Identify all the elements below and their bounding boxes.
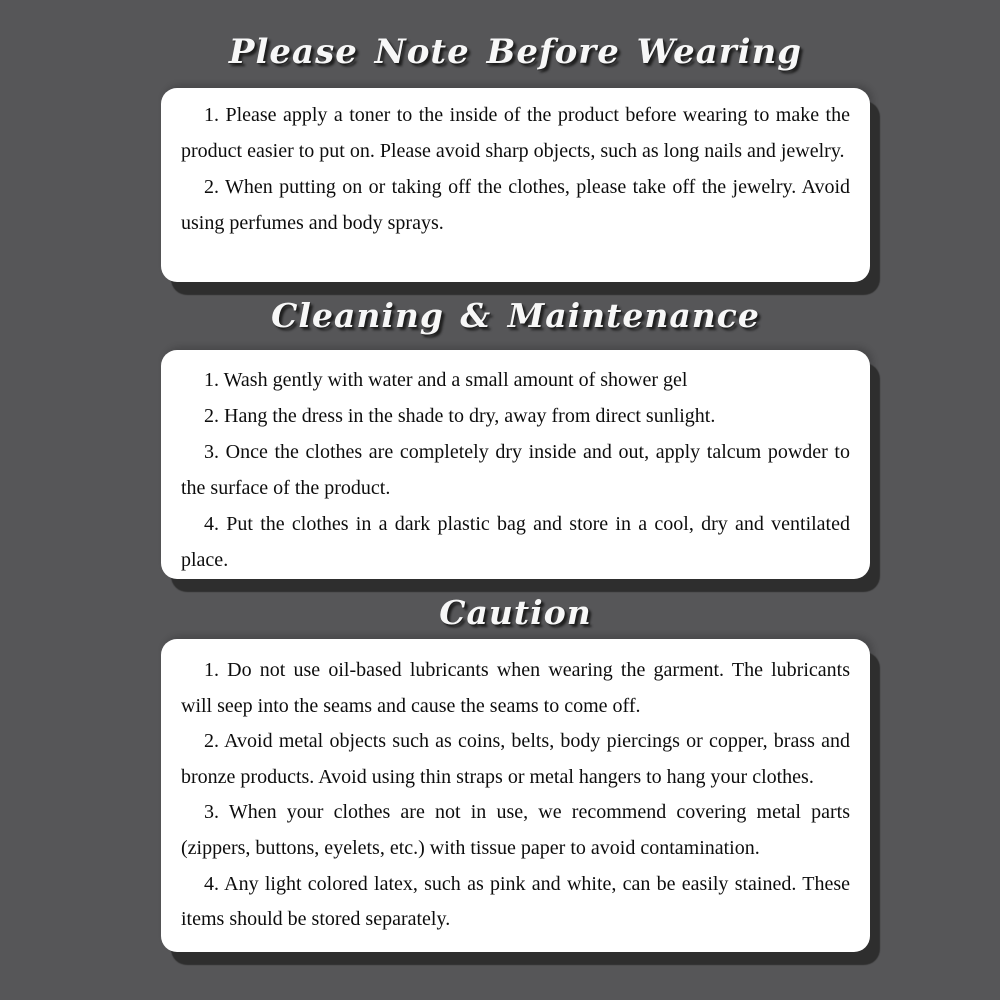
section-heading-caution: Caution	[439, 593, 592, 632]
care-instruction-paragraph: 3. When your clothes are not in use, we recommend covering metal parts (zippers, buttons, eyelets, etc.) with tissue paper to avoid contamination.	[181, 801, 850, 859]
section-heading-cleaning-maintenance: Cleaning & Maintenance	[271, 296, 760, 335]
care-instruction-paragraph: 4. Any light colored latex, such as pink and white, can be easily stained. These items should be stored separately.	[181, 872, 850, 931]
card-caution	[161, 639, 870, 952]
care-instruction-paragraph: 2. When putting on or taking off the clothes, please take off the jewelry. Avoid using perfumes and body sprays.	[181, 176, 850, 234]
care-instruction-paragraph: 1. Do not use oil-based lubricants when wearing the garment. The lubricants will seep into the seams and cause the seams to come off.	[181, 659, 850, 717]
care-instruction-paragraph: 4. Put the clothes in a dark plastic bag and store in a cool, dry and ventilated place.	[181, 513, 850, 571]
care-instruction-paragraph: 1. Wash gently with water and a small amount of shower gel	[204, 369, 688, 391]
card-cleaning-maintenance	[161, 350, 870, 579]
care-instruction-paragraph: 2. Hang the dress in the shade to dry, away from direct sunlight.	[204, 405, 716, 427]
section-heading-before-wearing: Please Note Before Wearing	[228, 32, 803, 72]
care-instruction-paragraph: 1. Please apply a toner to the inside of the product before wearing to make the product easier to put on. Please avoid sharp objects, such as long nails and jewelry.	[181, 104, 850, 162]
card-before-wearing	[161, 88, 870, 282]
care-instruction-paragraph: 2. Avoid metal objects such as coins, belts, body piercings or copper, brass and bronze products. Avoid using thin straps or metal hangers to hang your clothes.	[181, 730, 850, 788]
care-instruction-paragraph: 3. Once the clothes are completely dry inside and out, apply talcum powder to the surface of the product.	[181, 441, 850, 499]
